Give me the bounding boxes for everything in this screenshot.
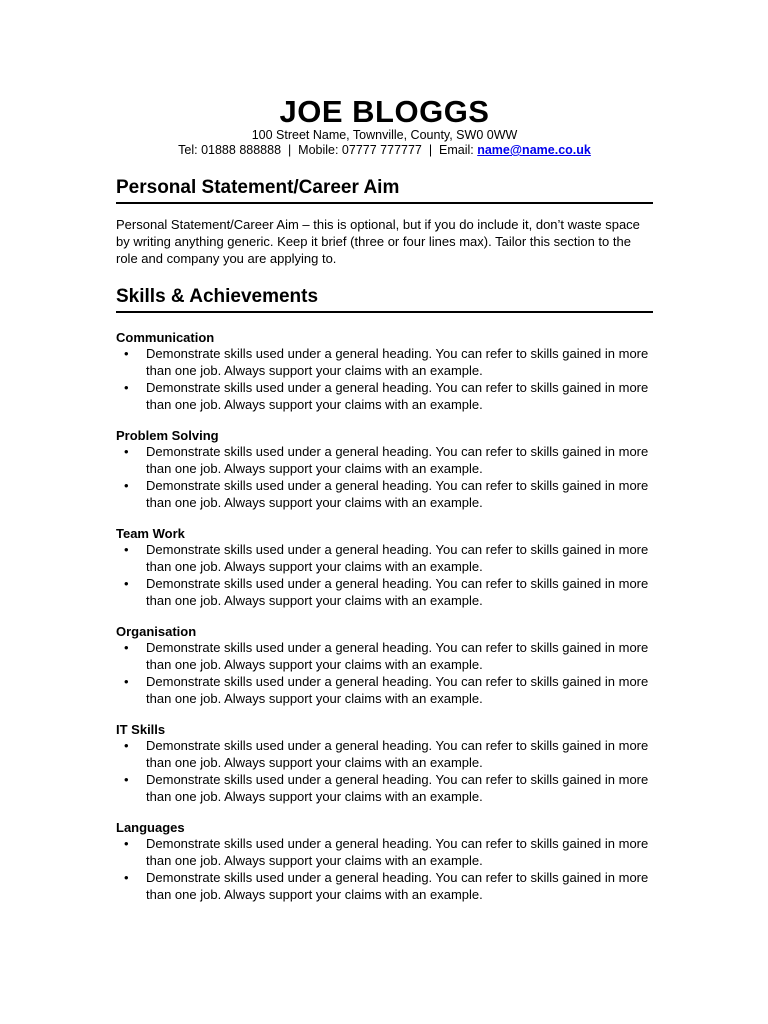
bullet-dot-icon: •	[124, 640, 129, 655]
bullet-item	[116, 738, 653, 771]
skill-heading: Languages	[116, 820, 185, 835]
bullet-item	[116, 542, 653, 575]
skill-heading: Organisation	[116, 624, 197, 639]
candidate-name: JOE BLOGGS	[279, 94, 490, 129]
statement-section-title: Personal Statement/Career Aim	[116, 177, 653, 204]
skill-group	[116, 819, 653, 903]
address-line: 100 Street Name, Townville, County, SW0 0WW	[251, 128, 518, 142]
bullet-list	[116, 836, 653, 903]
bullet-list	[116, 444, 653, 511]
bullet-dot-icon: •	[124, 478, 129, 493]
contact-line	[116, 143, 653, 158]
bullet-dot-icon: •	[124, 542, 129, 557]
bullet-text: Demonstrate skills used under a general heading. You can refer to skills gained in more than one job. Always support your claims with an example.	[146, 836, 649, 868]
skill-group	[116, 721, 653, 805]
bullet-dot-icon: •	[124, 674, 129, 689]
bullet-dot-icon: •	[124, 738, 129, 753]
skill-heading: Team Work	[116, 526, 185, 541]
bullet-item	[116, 346, 653, 379]
bullet-text: Demonstrate skills used under a general heading. You can refer to skills gained in more than one job. Always support your claims with an example.	[146, 478, 649, 510]
bullet-dot-icon: •	[124, 836, 129, 851]
bullet-dot-icon: •	[124, 576, 129, 591]
bullet-text: Demonstrate skills used under a general heading. You can refer to skills gained in more than one job. Always support your claims with an example.	[146, 640, 649, 672]
skills-list	[116, 329, 653, 903]
contact-details: Tel: 01888 888888 | Mobile: 07777 777777 | Email:	[178, 143, 478, 157]
bullet-text: Demonstrate skills used under a general heading. You can refer to skills gained in more than one job. Always support your claims with an example.	[146, 674, 649, 706]
bullet-text: Demonstrate skills used under a general heading. You can refer to skills gained in more than one job. Always support your claims with an example.	[146, 738, 649, 770]
bullet-item	[116, 478, 653, 511]
skill-group	[116, 329, 653, 413]
bullet-item	[116, 836, 653, 869]
bullet-list	[116, 640, 653, 707]
skill-group	[116, 623, 653, 707]
bullet-text: Demonstrate skills used under a general heading. You can refer to skills gained in more than one job. Always support your claims with an example.	[146, 772, 649, 804]
skills-section-title: Skills & Achievements	[116, 286, 653, 313]
bullet-item	[116, 576, 653, 609]
bullet-list	[116, 346, 653, 413]
skill-heading: Communication	[116, 330, 215, 345]
bullet-dot-icon: •	[124, 380, 129, 395]
bullet-item	[116, 380, 653, 413]
bullet-dot-icon: •	[124, 346, 129, 361]
statement-body: Personal Statement/Career Aim – this is optional, but if you do include it, don’t waste space by writing anything generic. Keep it brief (three or four lines max). Tailor this section to the role and company you are applying to.	[116, 217, 640, 266]
bullet-item	[116, 870, 653, 903]
bullet-text: Demonstrate skills used under a general heading. You can refer to skills gained in more than one job. Always support your claims with an example.	[146, 870, 649, 902]
bullet-dot-icon: •	[124, 870, 129, 885]
bullet-text: Demonstrate skills used under a general heading. You can refer to skills gained in more than one job. Always support your claims with an example.	[146, 444, 649, 476]
skill-heading: IT Skills	[116, 722, 166, 737]
bullet-item	[116, 772, 653, 805]
bullet-text: Demonstrate skills used under a general heading. You can refer to skills gained in more than one job. Always support your claims with an example.	[146, 542, 649, 574]
bullet-list	[116, 542, 653, 609]
bullet-dot-icon: •	[124, 444, 129, 459]
cv-header	[116, 96, 653, 158]
skill-heading: Problem Solving	[116, 428, 219, 443]
bullet-dot-icon: •	[124, 772, 129, 787]
skill-group	[116, 525, 653, 609]
email-link[interactable]: name@name.co.uk	[477, 143, 591, 157]
bullet-item	[116, 640, 653, 673]
skill-group	[116, 427, 653, 511]
bullet-item	[116, 674, 653, 707]
bullet-text: Demonstrate skills used under a general heading. You can refer to skills gained in more than one job. Always support your claims with an example.	[146, 346, 649, 378]
bullet-list	[116, 738, 653, 805]
bullet-text: Demonstrate skills used under a general heading. You can refer to skills gained in more than one job. Always support your claims with an example.	[146, 576, 649, 608]
bullet-text: Demonstrate skills used under a general heading. You can refer to skills gained in more than one job. Always support your claims with an example.	[146, 380, 649, 412]
bullet-item	[116, 444, 653, 477]
